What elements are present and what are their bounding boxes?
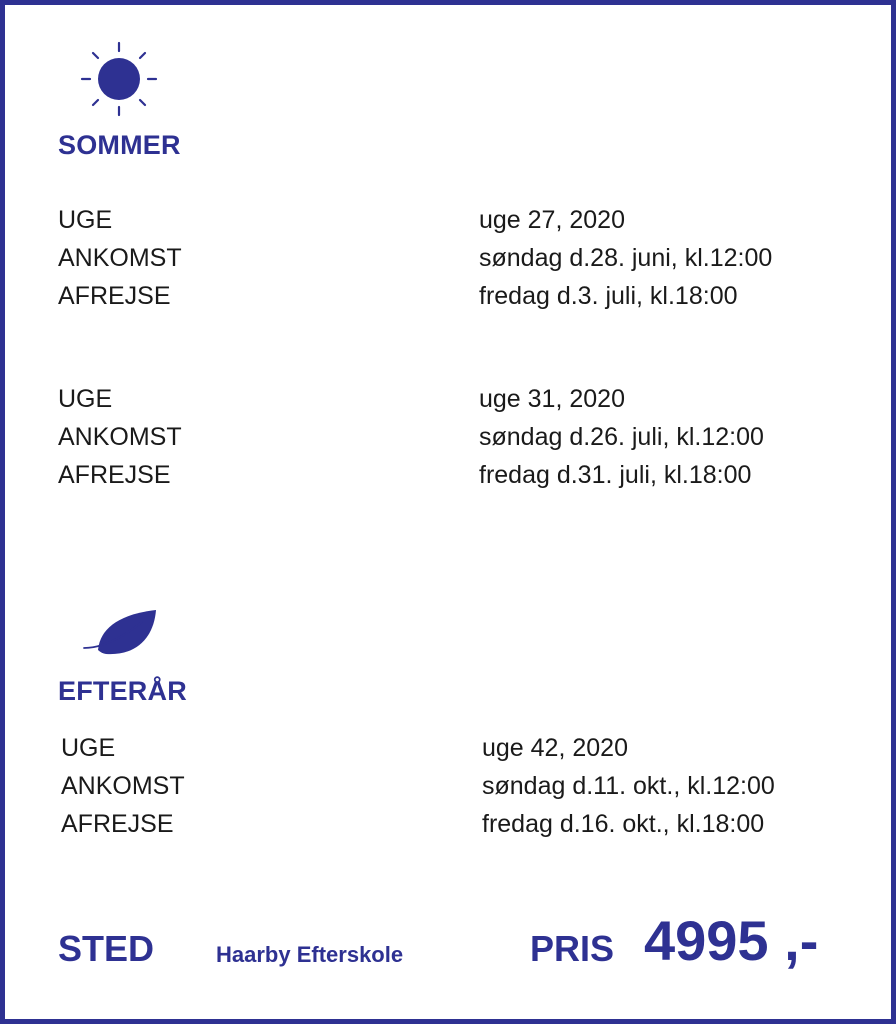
row-label: ANKOMST <box>58 423 182 451</box>
row-value: uge 27, 2020 <box>479 206 625 234</box>
row-value: fredag d.31. juli, kl.18:00 <box>479 461 752 489</box>
price-value: 4995 ,- <box>644 909 819 972</box>
row-value: søndag d.26. juli, kl.12:00 <box>479 423 764 451</box>
price-label: PRIS <box>530 928 615 969</box>
row-value: søndag d.11. okt., kl.12:00 <box>482 772 775 800</box>
location-label: STED <box>58 928 155 969</box>
location-value: Haarby Efterskole <box>216 942 404 967</box>
row-value: uge 42, 2020 <box>482 734 628 762</box>
section-heading-summer: SOMMER <box>58 130 181 160</box>
row-label: AFREJSE <box>61 810 174 838</box>
row-label: UGE <box>58 206 113 234</box>
row-label: AFREJSE <box>58 282 171 310</box>
row-label: ANKOMST <box>58 244 182 272</box>
row-label: UGE <box>61 734 116 762</box>
sun-icon <box>78 40 158 120</box>
leaf-icon <box>82 608 160 660</box>
row-value: uge 31, 2020 <box>479 385 625 413</box>
row-label: ANKOMST <box>61 772 185 800</box>
row-value: fredag d.16. okt., kl.18:00 <box>482 810 765 838</box>
section-heading-autumn: EFTERÅR <box>58 676 187 706</box>
row-value: søndag d.28. juni, kl.12:00 <box>479 244 773 272</box>
row-label: UGE <box>58 385 113 413</box>
row-value: fredag d.3. juli, kl.18:00 <box>479 282 738 310</box>
row-label: AFREJSE <box>58 461 171 489</box>
